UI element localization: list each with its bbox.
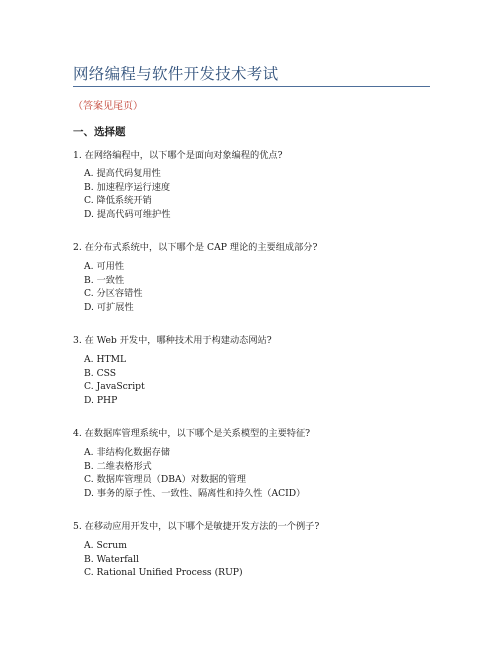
question-5: 5. 在移动应用开发中，以下哪个是敏捷开发方法的一个例子? [73,521,320,532]
option: C. 分区容错性 [84,288,143,300]
question-3-options [84,353,145,407]
title-divider [73,86,430,87]
document-title: 网络编程与软件开发技术考试 [73,65,279,83]
question-2: 2. 在分布式系统中，以下哪个是 CAP 理论的主要组成部分? [73,242,318,253]
option: A. HTML [84,354,127,365]
option: A. 可用性 [84,261,125,272]
option: D. 事务的原子性、一致性、隔离性和持久性（ACID） [84,487,306,499]
question-4-options [84,446,305,500]
question-1: 1. 在网络编程中，以下哪个是面向对象编程的优点? [73,150,283,161]
option: C. JavaScript [84,381,145,393]
option: A. 提高代码复用性 [84,168,161,179]
option: B. Waterfall [84,553,139,565]
option: B. 一致性 [84,274,125,286]
question-1-options [84,167,170,221]
section-heading: 一、选择题 [73,126,126,138]
option: D. 可扩展性 [84,301,134,313]
option: A. Scrum [84,540,127,551]
option: A. 非结构化数据存储 [84,447,170,458]
option: B. CSS [84,367,117,379]
question-2-options [84,260,142,314]
option: C. 降低系统开销 [84,195,152,207]
question-5-options [84,539,243,580]
option: C. Rational Unified Process (RUP) [84,567,243,579]
answer-note: （答案见尾页） [73,101,143,112]
question-3: 3. 在 Web 开发中，哪种技术用于构建动态网站? [73,335,272,346]
option: B. 二维表格形式 [84,460,152,472]
option: C. 数据库管理员（DBA）对数据的管理 [84,474,246,486]
option: D. 提高代码可维护性 [84,208,171,220]
question-4: 4. 在数据库管理系统中，以下哪个是关系模型的主要特征? [73,428,311,439]
option: B. 加速程序运行速度 [84,181,171,193]
option: D. PHP [84,394,118,406]
